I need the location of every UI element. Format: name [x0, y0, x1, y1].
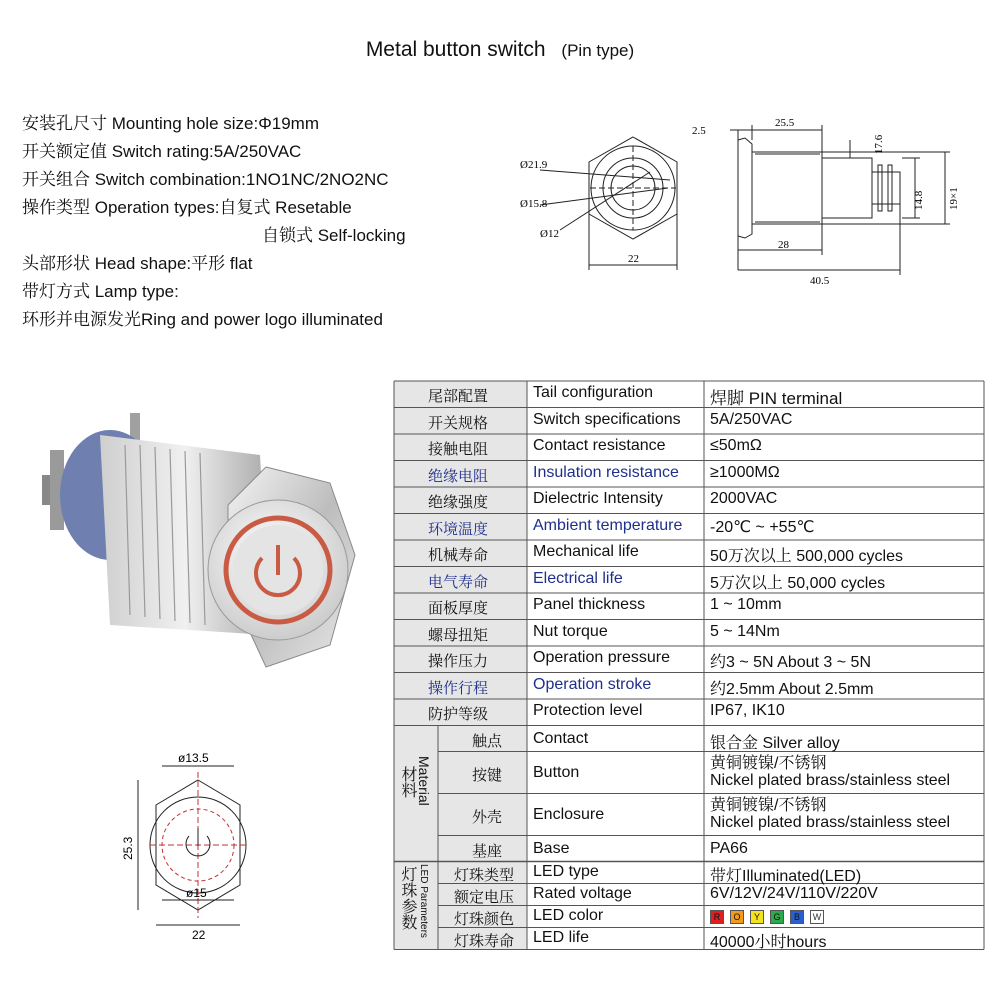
row-7-cn: 电气寿命: [428, 573, 489, 591]
dim-13-5: ø13.5: [178, 751, 209, 765]
row-6-cn: 机械寿命: [428, 547, 489, 564]
row-3-val: ≥1000MΩ: [710, 463, 780, 481]
led-color-swatch-w: W: [810, 910, 824, 924]
row-11-cn: 操作行程: [428, 679, 489, 697]
material-3-val: PA66: [710, 839, 748, 857]
led-0-en: LED type: [533, 862, 599, 880]
row-5-val: -20℃ ~ +55℃: [710, 518, 815, 536]
row-12-val: IP67, IK10: [710, 702, 785, 719]
row-5-cn: 环境温度: [428, 520, 489, 538]
row-2-cn: 接触电阻: [428, 441, 489, 458]
material-2-val1: 黄铜镀镍/不锈钢: [710, 796, 827, 814]
row-7-en: Electrical life: [533, 569, 623, 587]
material-label-en: Material: [416, 755, 432, 806]
row-7-val: 5万次以上 50,000 cycles: [710, 574, 886, 592]
material-0-val: 银合金 Silver alloy: [710, 734, 840, 752]
row-2-val: ≤50mΩ: [710, 437, 762, 454]
material-1-cn: 按键: [472, 766, 503, 784]
material-0-en: Contact: [533, 729, 589, 747]
dim-21-9: Ø21.9: [520, 159, 548, 171]
row-4-cn: 绝缘强度: [428, 494, 489, 511]
led-0-val: 带灯Illuminated(LED): [710, 867, 862, 885]
row-1-cn: 开关规格: [428, 414, 489, 432]
spec-head-shape: 头部形状 Head shape:平形 flat: [22, 254, 253, 273]
row-3-cn: 绝缘电阻: [428, 467, 489, 485]
row-6-en: Mechanical life: [533, 543, 639, 560]
material-label-cn: 材料: [399, 765, 416, 798]
material-1-val2: Nickel plated brass/stainless steel: [710, 771, 951, 789]
title-subtitle: (Pin type): [561, 41, 635, 60]
dim-12: Ø12: [540, 228, 559, 240]
led-0-cn: 灯珠类型: [454, 866, 515, 884]
dim-40-5: 40.5: [810, 275, 830, 287]
spec-switch-combination: 开关组合 Switch combination:1NO1NC/2NO2NC: [22, 170, 389, 189]
dim-25-5: 25.5: [775, 117, 795, 129]
led-3-cn: 灯珠寿命: [454, 932, 515, 950]
led-1-val: 6V/12V/24V/110V/220V: [710, 884, 878, 902]
spec-switch-rating: 开关额定值 Switch rating:5A/250VAC: [22, 142, 302, 161]
led-color-swatch-y: Y: [750, 910, 764, 924]
row-0-val: 焊脚 PIN terminal: [710, 389, 843, 408]
row-10-en: Operation pressure: [533, 649, 670, 666]
led-label-en: LED Parameters: [418, 863, 429, 938]
title-main: Metal button switch: [365, 38, 546, 61]
material-3-cn: 基座: [472, 842, 503, 860]
row-1-en: Switch specifications: [533, 410, 681, 428]
spec-self-locking: 自锁式 Self-locking: [262, 226, 406, 245]
row-11-val: 约2.5mm About 2.5mm: [710, 680, 874, 698]
material-2-en: Enclosure: [533, 805, 605, 823]
spec-lamp-type: 带灯方式 Lamp type:: [22, 282, 179, 301]
dim-28: 28: [778, 239, 789, 251]
row-0-cn: 尾部配置: [428, 388, 489, 405]
led-1-cn: 额定电压: [454, 888, 515, 906]
row-1-val: 5A/250VAC: [710, 410, 793, 428]
dim-22-front: 22: [628, 253, 639, 265]
led-2-cn: 灯珠颜色: [454, 910, 515, 928]
dim-15: ø15: [186, 886, 207, 900]
row-5-en: Ambient temperature: [533, 516, 683, 534]
bottom-technical-drawing: [110, 750, 270, 940]
led-1-en: Rated voltage: [533, 884, 632, 902]
row-6-val: 50万次以上 500,000 cycles: [710, 548, 903, 565]
material-0-cn: 触点: [472, 732, 503, 750]
row-8-en: Panel thickness: [533, 596, 646, 613]
row-3-en: Insulation resistance: [533, 463, 679, 481]
row-10-cn: 操作压力: [428, 653, 489, 670]
spec-mounting-hole: 安装孔尺寸 Mounting hole size:Φ19mm: [22, 114, 319, 133]
material-3-en: Base: [533, 839, 570, 857]
dim-14-8: 14.8: [913, 190, 925, 210]
spec-operation-types: 操作类型 Operation types:自复式 Resetable: [22, 198, 352, 217]
row-9-cn: 螺母扭矩: [428, 626, 489, 644]
led-3-val: 40000小时hours: [710, 933, 827, 951]
front-view: [540, 137, 677, 270]
page-title: [0, 38, 1000, 62]
row-10-val: 约3 ~ 5N About 3 ~ 5N: [710, 654, 871, 671]
dim-25-3: 25.3: [121, 836, 135, 860]
row-8-val: 1 ~ 10mm: [710, 596, 782, 613]
spec-lamp-desc: 环形并电源发光Ring and power logo illuminated: [22, 310, 383, 329]
row-9-en: Nut torque: [533, 622, 608, 640]
led-color-swatch-o: O: [730, 910, 744, 924]
spec-list: [22, 110, 406, 334]
row-2-en: Contact resistance: [533, 437, 666, 454]
row-4-val: 2000VAC: [710, 490, 778, 507]
top-technical-drawing: [520, 110, 990, 290]
led-3-en: LED life: [533, 928, 590, 946]
led-2-en: LED color: [533, 906, 604, 924]
row-12-en: Protection level: [533, 702, 643, 719]
dim-19x1: 19×1: [948, 187, 960, 210]
row-11-en: Operation stroke: [533, 675, 652, 693]
led-color-swatch-g: G: [770, 910, 784, 924]
product-photo: [30, 395, 360, 705]
dim-17-6: 17.6: [873, 134, 885, 154]
material-2-cn: 外壳: [472, 808, 503, 826]
led-color-swatches: [710, 909, 830, 927]
row-9-val: 5 ~ 14Nm: [710, 622, 780, 640]
material-1-val1: 黄铜镀镍/不锈钢: [710, 754, 827, 772]
dim-22-bottom: 22: [192, 928, 206, 942]
row-12-cn: 防护等级: [428, 706, 489, 723]
material-1-en: Button: [533, 763, 580, 781]
dim-15-8: Ø15.8: [520, 198, 548, 210]
material-2-val2: Nickel plated brass/stainless steel: [710, 813, 951, 831]
led-color-swatch-b: B: [790, 910, 804, 924]
row-8-cn: 面板厚度: [428, 600, 489, 617]
row-4-en: Dielectric Intensity: [533, 490, 663, 507]
dim-2-5: 2.5: [692, 125, 706, 137]
row-0-en: Tail configuration: [533, 384, 654, 401]
spec-table: [394, 381, 984, 954]
led-color-swatch-r: R: [710, 910, 724, 924]
led-label-cn: 灯珠参数: [399, 865, 416, 930]
